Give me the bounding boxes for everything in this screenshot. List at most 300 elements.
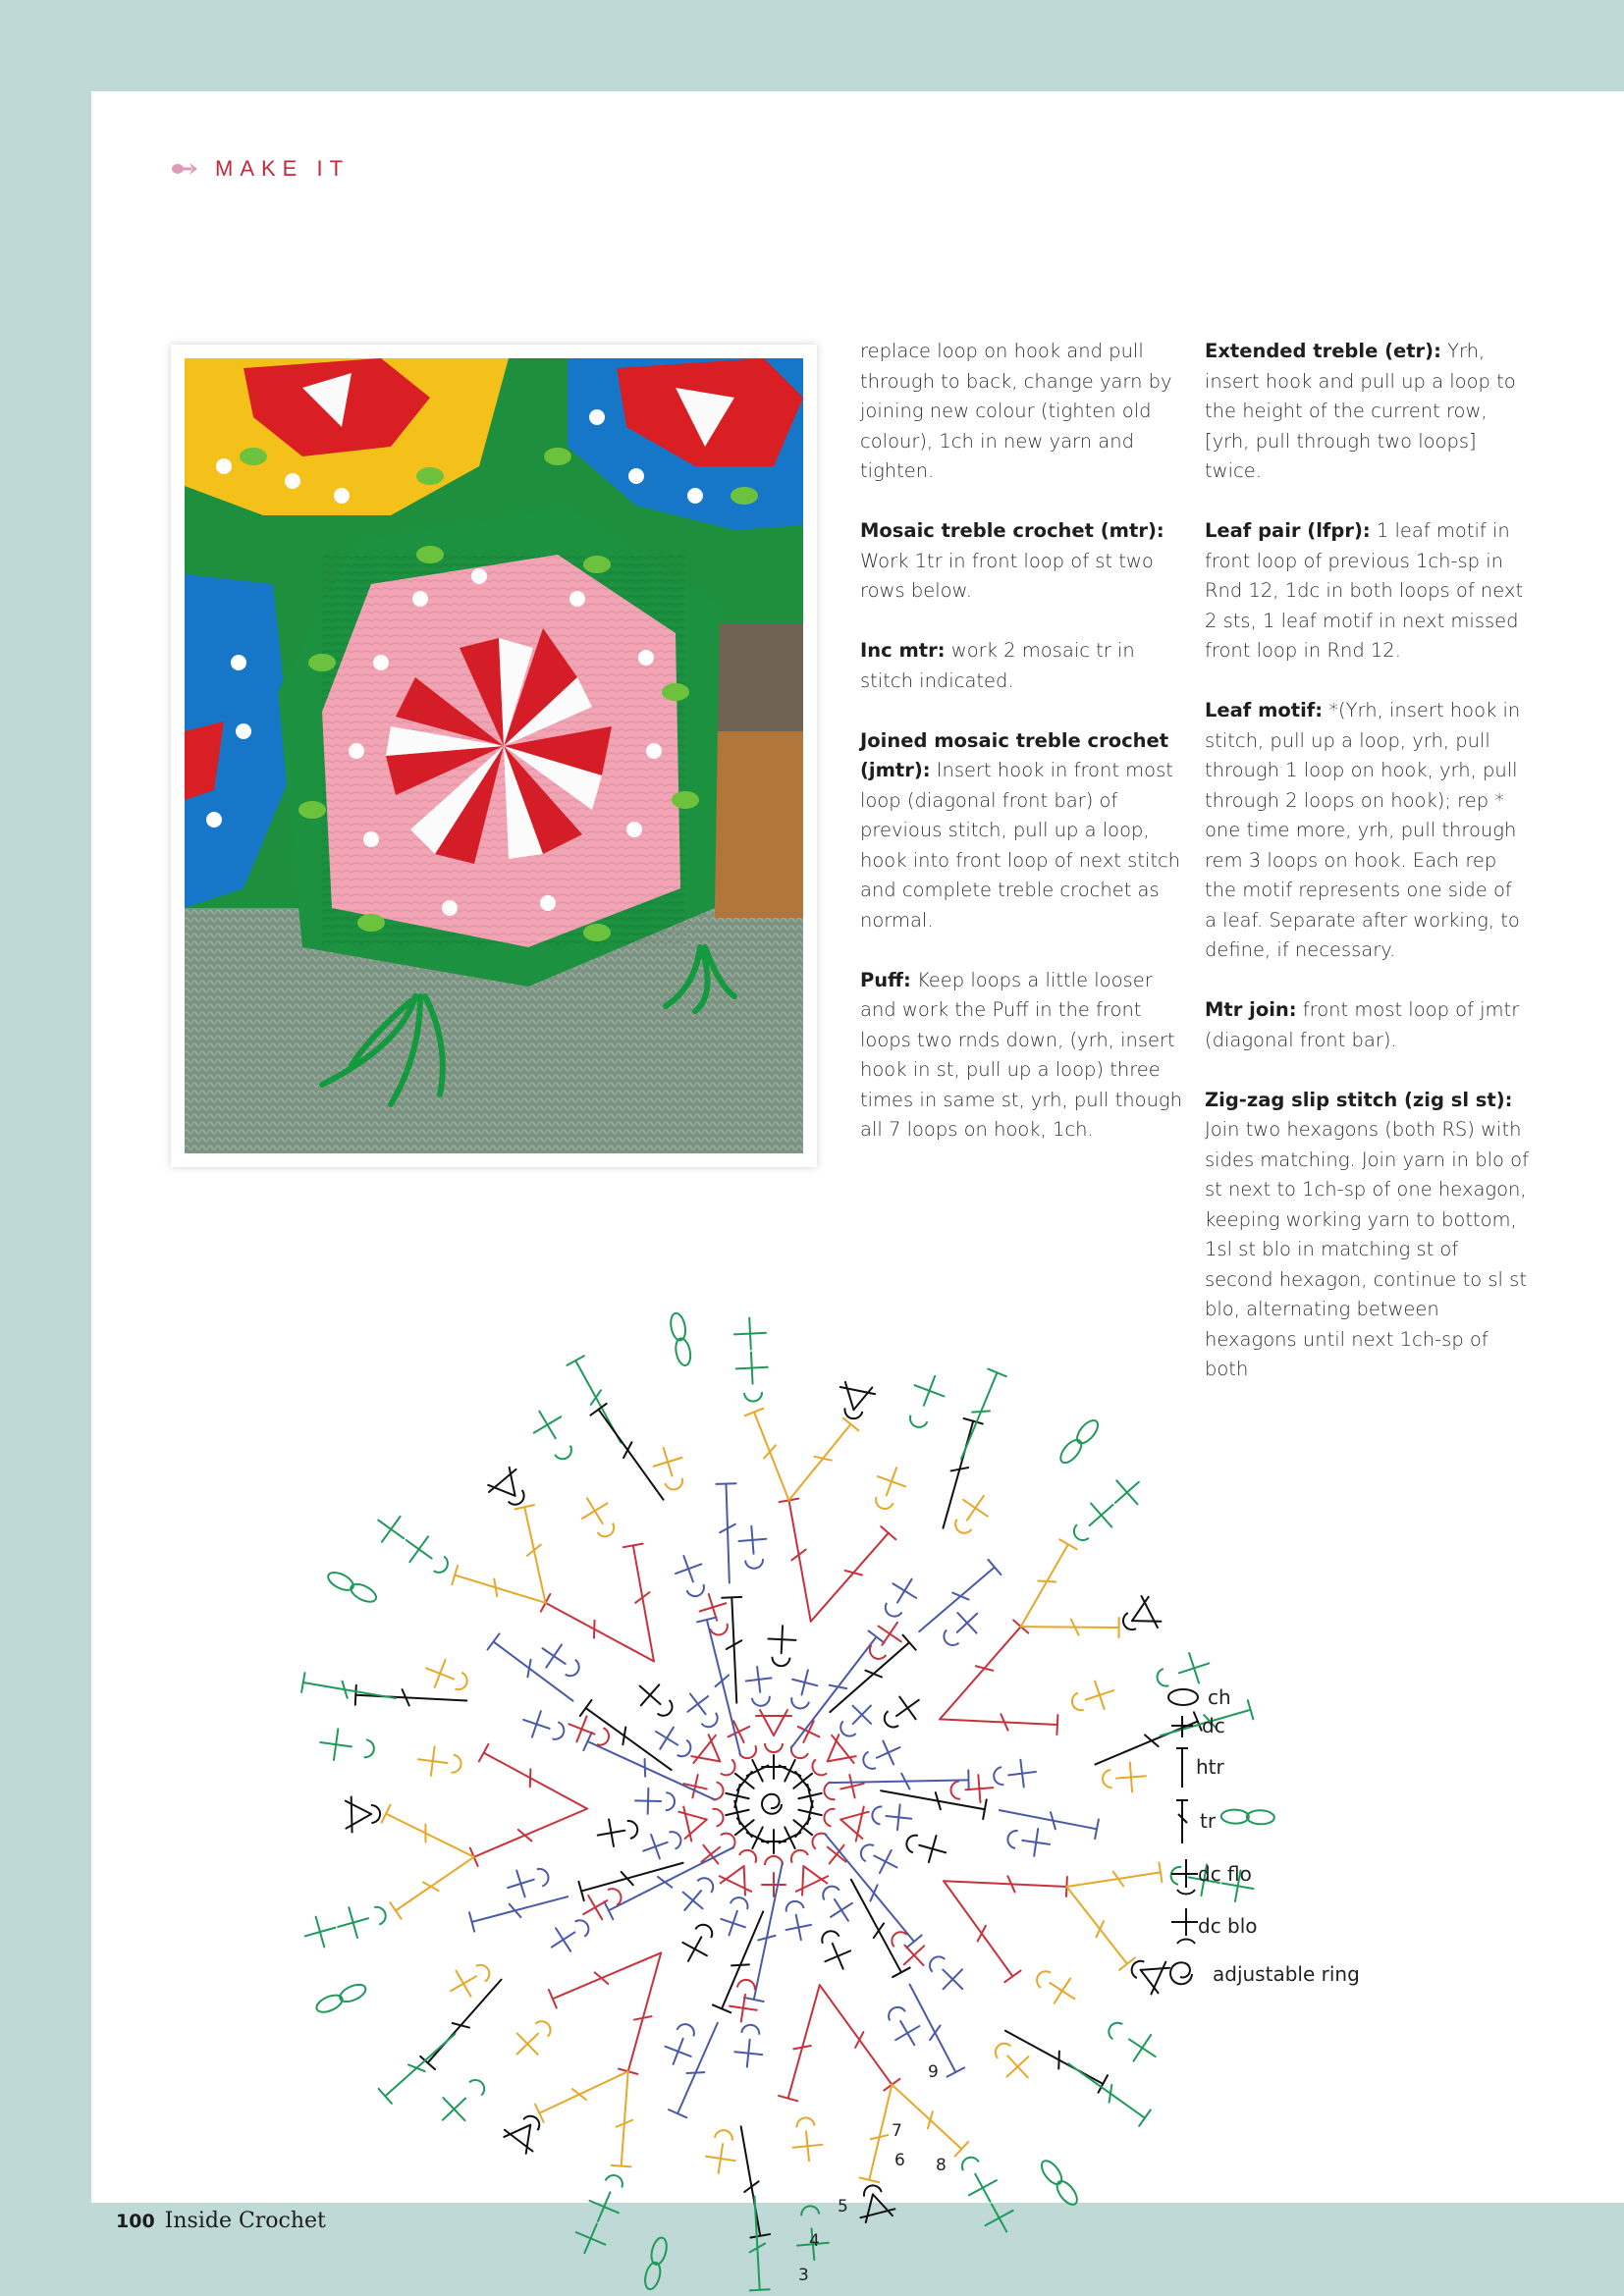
- tr-stitch: [892, 2085, 961, 2150]
- dc-stitch: [687, 1696, 708, 1712]
- tr-stitch-bar: [1110, 2085, 1112, 2103]
- tr-stitch: [474, 1809, 587, 1857]
- tr-stitch: [385, 2034, 455, 2097]
- loop-marker: [598, 1523, 615, 1537]
- dc-stitch: [880, 1850, 892, 1873]
- tr-stitch-top: [716, 1483, 735, 1484]
- legend-label: dc blo: [1198, 1914, 1258, 1938]
- tr-stitch: [303, 1682, 396, 1698]
- glossary-term: Mtr join:: [1205, 998, 1297, 1021]
- tr-stitch-bar: [764, 1445, 776, 1458]
- tr-stitch-top: [604, 1901, 613, 1919]
- dc-stitch: [831, 1903, 852, 1917]
- chain-stitch: [314, 1992, 345, 2015]
- dc-stitch: [1133, 2035, 1151, 2061]
- tr-stitch: [754, 2197, 759, 2290]
- tr-stitch: [588, 1741, 716, 1799]
- loop-marker: [713, 1782, 724, 1799]
- glossary-column-1: [860, 337, 1184, 1175]
- tr-stitch: [1021, 1544, 1068, 1627]
- puff-stitch: [1132, 1621, 1162, 1622]
- loop-marker: [469, 2080, 484, 2096]
- dc-stitch: [897, 1804, 900, 1830]
- tr-stitch-top: [988, 1369, 1005, 1377]
- dc-stitch: [978, 1775, 980, 1802]
- dc-stitch: [986, 2211, 1013, 2225]
- loop-marker: [552, 1722, 564, 1739]
- glossary-term: Leaf pair (lfpr):: [1205, 519, 1371, 542]
- tr-stitch: [1005, 2031, 1103, 2084]
- photo-frame: [171, 345, 817, 1167]
- tr-stitch: [1068, 2063, 1145, 2117]
- dc-stitch: [747, 1766, 769, 1776]
- tr-stitch: [919, 1568, 995, 1632]
- tr-stitch-top: [1004, 1971, 1020, 1983]
- chain-stitch: [642, 2261, 663, 2291]
- loop-marker: [710, 1624, 728, 1635]
- tr-stitch: [754, 1412, 788, 1500]
- tr-stitch-bar: [453, 2023, 469, 2028]
- cushion-photo: [185, 358, 803, 1153]
- dc-stitch: [589, 2201, 618, 2213]
- dc-stitch: [879, 1627, 901, 1642]
- tr-stitch-bar: [731, 1964, 749, 1965]
- loop-marker: [476, 1965, 489, 1982]
- loop-marker: [801, 2206, 819, 2216]
- tr-stitch-bar: [510, 1904, 521, 1917]
- loop-marker: [739, 1745, 756, 1758]
- glossary-term: Puff:: [860, 968, 911, 991]
- tr-stitch-top: [390, 1902, 401, 1919]
- magazine-title: Inside Crochet: [164, 2209, 326, 2233]
- loop-marker: [786, 1901, 804, 1912]
- page-number: 100: [116, 2211, 155, 2232]
- tr-stitch: [731, 1597, 736, 1702]
- tr-stitch-bar: [594, 1621, 595, 1638]
- tr-stitch-bar: [1058, 2052, 1059, 2069]
- tr-stitch-top: [583, 1733, 591, 1750]
- chain-stitch: [1056, 1436, 1085, 1466]
- round-number-label: 9: [928, 2062, 939, 2082]
- loop-marker: [677, 2024, 693, 2036]
- round-number-label: 3: [798, 2266, 809, 2285]
- dc-stitch: [648, 1789, 649, 1814]
- tr-stitch-bar: [845, 1571, 862, 1575]
- section-label: MAKE IT: [215, 156, 351, 181]
- loop-marker: [752, 1696, 770, 1706]
- loop-marker: [1103, 1770, 1112, 1788]
- tr-stitch: [599, 1410, 664, 1500]
- loop-marker: [1109, 2023, 1122, 2039]
- dc-stitch: [734, 1333, 766, 1335]
- puff-stitch: [845, 1382, 854, 1410]
- tr-stitch-top: [1139, 2109, 1151, 2125]
- glossary-entry: Zig-zag slip stitch (zig sl st): Join two hexagons (both RS) with sides matching. Join yarn in blo of st next to 1ch-sp of one hexagon, keeping working yarn to bottom, 1sl st blo in matching st of second hexagon, continue to sl st blo, alternating between hexagons until next 1ch-sp of both: [1205, 1088, 1529, 1380]
- loop-marker: [812, 1834, 827, 1849]
- tr-stitch: [355, 1695, 466, 1701]
- dc-stitch: [457, 1971, 471, 1997]
- tr-stitch-bar: [658, 1877, 672, 1888]
- tr-stitch-top: [479, 1744, 489, 1762]
- adjustable-ring-icon: [1170, 1962, 1192, 1984]
- tr-stitch-bar: [518, 1830, 532, 1842]
- dc-stitch: [588, 1896, 602, 1919]
- loop-marker: [765, 1743, 783, 1752]
- glossary-term: Inc mtr:: [860, 639, 946, 662]
- dc-stitch: [738, 1539, 766, 1541]
- loop-marker: [1037, 1971, 1051, 1988]
- legend-label: dc flo: [1198, 1862, 1252, 1886]
- tr-stitch-bar: [870, 1885, 877, 1900]
- round-number-label: 4: [809, 2231, 820, 2251]
- tr-stitch-top: [612, 2165, 631, 2166]
- tr-stitch: [788, 1985, 820, 2098]
- dc-stitch: [1091, 1504, 1111, 1527]
- dc-stitch: [1130, 1762, 1132, 1791]
- tr-stitch-bar: [530, 1769, 531, 1787]
- tr-stitch: [726, 1484, 729, 1583]
- tr-stitch-bar: [572, 2089, 586, 2100]
- loop-marker: [608, 1889, 621, 1905]
- glossary-entry: Mosaic treble crochet (mtr): Work 1tr in front loop of st two rows below.: [860, 519, 1164, 602]
- loop-marker: [824, 1809, 835, 1827]
- tr-stitch: [494, 1641, 573, 1700]
- loop-marker: [1072, 1693, 1084, 1711]
- tr-stitch: [1066, 1887, 1127, 1964]
- puff-stitch: [346, 1814, 371, 1829]
- loop-marker: [695, 1925, 712, 1938]
- tr-stitch: [455, 1575, 545, 1603]
- tr-stitch-top: [382, 1805, 391, 1823]
- dc-stitch: [969, 2180, 997, 2195]
- tr-stitch: [788, 1424, 850, 1501]
- loop-marker: [885, 1711, 898, 1727]
- glossary-entry: Leaf pair (lfpr): 1 leaf motif in front loop of previous 1ch-sp in Rnd 12, 1dc in both loops of next 2 sts, 1 leaf motif in next missed front loop in Rnd 12.: [1205, 519, 1524, 662]
- tr-stitch: [944, 1881, 1066, 1887]
- dc-stitch: [582, 1503, 608, 1519]
- dc-stitch: [651, 1835, 660, 1858]
- loop-marker: [715, 2130, 732, 2140]
- loop-marker: [721, 1759, 735, 1775]
- dc-stitch: [683, 1893, 703, 1909]
- tr-stitch: [869, 2085, 892, 2180]
- tr-stitch: [881, 1790, 985, 1809]
- tr-stitch-top: [1059, 1539, 1076, 1549]
- puff-stitch: [803, 1866, 827, 1883]
- puff-stitch: [760, 1710, 774, 1735]
- tr-stitch-bar: [976, 1666, 993, 1671]
- loop-marker: [863, 1752, 876, 1769]
- tr-stitch-bar: [972, 1411, 990, 1412]
- puff-stitch: [774, 1710, 787, 1735]
- legend-label: ch: [1208, 1685, 1231, 1709]
- tr-stitch-top: [355, 1685, 356, 1705]
- dc-flo-symbol-icon: [1177, 1890, 1195, 1895]
- tr-stitch: [944, 1881, 1012, 1976]
- dc-stitch: [915, 1385, 945, 1396]
- loop-marker: [669, 1832, 680, 1848]
- tr-stitch-bar: [865, 1671, 882, 1678]
- tr-stitch: [546, 1603, 654, 1662]
- loop-marker: [555, 1446, 571, 1460]
- loop-marker: [627, 1821, 638, 1839]
- tr-stitch: [851, 1880, 901, 1973]
- loop-marker: [745, 1559, 763, 1569]
- glossary-entry: Puff: Keep loops a little looser and work the Puff in the front loops two rnds down, (yrh, insert hook in st, pull up a loop) three times in same st, yrh, pull though all 7 loops on hook, 1ch.: [860, 968, 1182, 1141]
- loop-marker: [665, 1478, 682, 1490]
- loop-marker: [371, 1805, 380, 1823]
- loop-marker: [823, 1887, 839, 1900]
- loop-marker: [870, 1645, 886, 1659]
- legend-label: adjustable ring: [1213, 1962, 1360, 1986]
- loop-marker: [575, 1920, 589, 1937]
- page-footer: [116, 2209, 326, 2233]
- dc-stitch: [556, 1928, 570, 1951]
- tr-stitch: [484, 1753, 587, 1809]
- tr-stitch: [386, 1814, 474, 1857]
- tr-stitch: [811, 1533, 889, 1622]
- loop-marker: [861, 1844, 874, 1861]
- loop-marker: [697, 1878, 713, 1893]
- tr-stitch-bar: [595, 1972, 609, 1984]
- tr-stitch: [1000, 1810, 1097, 1829]
- tr-stitch-bar: [952, 1593, 968, 1600]
- tr-stitch-top: [488, 1633, 500, 1649]
- chain-stitch: [1054, 2178, 1081, 2209]
- chain-stitch: [674, 1337, 692, 1366]
- loop-marker: [886, 1603, 902, 1617]
- loop-marker: [955, 1520, 971, 1533]
- loop-marker: [791, 1697, 809, 1708]
- glossary-term: Extended treble (etr):: [1205, 340, 1441, 362]
- chain-stitch: [1073, 1416, 1102, 1446]
- puff-stitch: [866, 2194, 873, 2222]
- glossary-entry: Leaf motif: *(Yrh, insert hook in stitch, pull up a loop, yrh, pull through 1 loop on hook, yrh, pull through 2 loops on hook); rep * one time more, yrh, pull through rem 3 loops on hook. Each rep the motif represents one side of a leaf. Separate after working, to define, if necessary.: [1205, 699, 1521, 961]
- tr-stitch: [622, 2071, 628, 2165]
- glossary-term: Mosaic treble crochet (mtr):: [860, 519, 1164, 542]
- loop-marker: [731, 1897, 748, 1909]
- chain-stitch: [669, 1312, 687, 1342]
- puff-stitch: [721, 1866, 744, 1883]
- loop-marker: [889, 2007, 905, 2021]
- loop-marker: [434, 1557, 448, 1573]
- loop-marker: [876, 1497, 893, 1509]
- loop-marker: [739, 1850, 756, 1863]
- tr-stitch-top: [893, 1968, 910, 1978]
- puff-stitch: [1132, 1597, 1149, 1621]
- tr-stitch-top: [869, 1630, 885, 1642]
- loop-marker: [455, 1673, 466, 1689]
- tr-stitch: [428, 1980, 502, 2063]
- legend-label: tr: [1200, 1809, 1217, 1833]
- round-number-label: 6: [894, 2151, 905, 2170]
- loop-marker: [872, 1806, 882, 1824]
- loop-marker: [523, 2116, 539, 2130]
- tr-stitch-top: [722, 1597, 741, 1598]
- loop-marker: [791, 1745, 808, 1758]
- chain-stitch: [1038, 2158, 1065, 2188]
- round-number-label: 8: [936, 2156, 947, 2175]
- loop-marker: [737, 1980, 755, 1990]
- tr-stitch-top: [988, 1560, 1001, 1575]
- dc-stitch: [895, 2026, 919, 2040]
- loop-marker: [701, 1713, 717, 1727]
- tr-stitch: [677, 2023, 718, 2113]
- dc-stitch: [878, 1476, 905, 1486]
- puff-stitch: [1141, 1970, 1159, 1993]
- puff-stitch: [840, 1812, 868, 1820]
- dc-stitch: [734, 2052, 762, 2055]
- tr-stitch: [1066, 1872, 1161, 1887]
- chain-stitch: [325, 1569, 355, 1593]
- loop-marker: [509, 1490, 524, 1505]
- arrow-right-icon: [172, 162, 201, 176]
- loop-marker: [824, 1782, 835, 1799]
- dc-stitch: [963, 1500, 988, 1517]
- dc-stitch: [1116, 1480, 1137, 1504]
- loop-marker: [1007, 1831, 1017, 1848]
- loop-marker: [765, 1856, 783, 1865]
- loop-marker: [677, 1740, 691, 1757]
- loop-marker: [950, 1782, 960, 1799]
- tr-stitch-bar: [1038, 1580, 1056, 1581]
- glossary-entry: replace loop on hook and pull through to back, change yarn by joining new colour (tighten old colour), 1ch in new yarn and tighten.: [860, 340, 1172, 482]
- glossary-entry: Inc mtr: work 2 mosaic tr in stitch indicated.: [860, 639, 1135, 692]
- loop-marker: [910, 1415, 927, 1427]
- tr-stitch-top: [947, 2067, 964, 2076]
- tr-stitch: [553, 1952, 661, 1999]
- puff-stitch-bar: [1142, 1596, 1158, 1628]
- tr-stitch-bar: [622, 1872, 633, 1885]
- puff-stitch-bar: [720, 1876, 751, 1892]
- loop-marker: [994, 1767, 1003, 1785]
- tr-stitch: [940, 1627, 1021, 1719]
- dc-stitch: [729, 1727, 750, 1736]
- dc-stitch: [532, 1711, 541, 1737]
- tr-stitch: [396, 1857, 474, 1911]
- tr-stitch-top: [906, 1935, 921, 1948]
- loop-marker: [597, 1728, 609, 1744]
- tr-stitch-top: [580, 1700, 592, 1716]
- tr-stitch-top: [669, 2109, 686, 2117]
- puff-stitch: [678, 1812, 706, 1820]
- tr-stitch-top: [1056, 1715, 1057, 1735]
- tr-stitch-top: [567, 1356, 584, 1365]
- adjustable-ring-symbol: [762, 1794, 782, 1814]
- tr-stitch-bar: [928, 2111, 933, 2128]
- dc-stitch: [382, 1517, 401, 1542]
- glossary-entry: Mtr join: front most loop of jmtr (diagonal front bar).: [1205, 998, 1520, 1051]
- glossary-entry: Extended treble (etr): Yrh, insert hook and pull up a loop to the height of the current row, [yrh, pull through two loops] twice.: [1205, 340, 1516, 482]
- dc-stitch: [682, 1943, 707, 1955]
- puff-stitch: [744, 1866, 745, 1895]
- chain-symbol-icon: [1168, 1689, 1198, 1705]
- crochet-cushion-image: [185, 358, 803, 1153]
- dc-blo-symbol-icon: [1177, 1939, 1195, 1944]
- tr-stitch-top: [713, 2004, 731, 2012]
- tr-stitch: [628, 1952, 661, 2071]
- tr-stitch: [829, 1780, 969, 1783]
- dc-stitch: [576, 2232, 605, 2244]
- chain-stitch: [649, 2236, 670, 2267]
- puff-stitch: [346, 1801, 371, 1814]
- dc-stitch: [736, 1367, 768, 1369]
- dc-stitch: [883, 1741, 893, 1765]
- tr-stitch: [961, 1372, 998, 1459]
- legend-label: htr: [1196, 1755, 1224, 1779]
- loop-marker: [374, 1907, 385, 1925]
- loop-marker: [606, 2175, 623, 2187]
- tr-stitch-top: [549, 1990, 557, 2007]
- loop-marker: [1074, 1524, 1089, 1540]
- tr-stitch: [943, 1421, 973, 1528]
- loop-marker: [744, 1392, 762, 1401]
- loop-marker: [822, 1931, 839, 1943]
- loop-marker: [797, 2117, 815, 2127]
- dc-stitch: [435, 1660, 446, 1687]
- tr-stitch-bar: [1096, 1921, 1104, 1937]
- loop-marker: [741, 2025, 759, 2035]
- dc-stitch: [676, 1564, 701, 1574]
- loop-marker: [686, 1584, 703, 1596]
- tr-stitch: [754, 1862, 783, 2000]
- tr-stitch: [791, 1636, 877, 1747]
- loop-marker: [772, 1657, 789, 1666]
- dc-stitch: [1095, 1682, 1105, 1709]
- puff-stitch-bar: [796, 1876, 828, 1892]
- tr-stitch: [940, 1719, 1057, 1725]
- dc-stitch: [576, 1716, 586, 1741]
- tr-stitch: [472, 1896, 568, 1922]
- round-number-label: 5: [838, 2197, 848, 2216]
- dc-stitch: [546, 1644, 562, 1667]
- tr-stitch-bar: [408, 2064, 425, 2071]
- dc-stitch: [666, 2047, 691, 2056]
- glossary-column-2: [1205, 337, 1529, 1415]
- tr-stitch: [581, 1863, 683, 1892]
- legend-svg: [1157, 1682, 1412, 2005]
- puff-stitch: [828, 1735, 839, 1761]
- loop-marker: [364, 1739, 374, 1757]
- dc-stitch: [641, 1684, 660, 1705]
- loop-marker: [537, 1869, 549, 1887]
- glossary-term: Zig-zag slip stitch (zig sl st):: [1205, 1088, 1513, 1111]
- loop-marker: [666, 1792, 675, 1810]
- tr-stitch: [1021, 1627, 1119, 1628]
- loop-marker: [962, 2158, 979, 2170]
- loop-marker: [791, 1850, 808, 1863]
- tr-stitch-bar: [686, 2072, 704, 2073]
- dc-stitch: [893, 1583, 916, 1598]
- glossary-term: Leaf motif:: [1205, 699, 1324, 721]
- dc-stitch: [660, 1728, 674, 1749]
- dc-stitch: [534, 1416, 561, 1432]
- loop-marker: [451, 1755, 460, 1773]
- tr-stitch-top: [843, 1418, 859, 1431]
- loop-marker: [566, 1660, 579, 1676]
- tr-stitch: [539, 2071, 627, 2113]
- puff-stitch: [802, 1866, 803, 1895]
- puff-stitch: [504, 2125, 530, 2137]
- loop-marker: [713, 1809, 724, 1827]
- round-number-label: 7: [892, 2121, 902, 2141]
- dc-stitch: [409, 1536, 428, 1562]
- section-header: [172, 156, 350, 182]
- tr-stitch-top: [750, 2289, 770, 2290]
- dc-stitch: [768, 1639, 795, 1640]
- loop-marker: [906, 1836, 917, 1853]
- tr-stitch-bar: [645, 1759, 646, 1777]
